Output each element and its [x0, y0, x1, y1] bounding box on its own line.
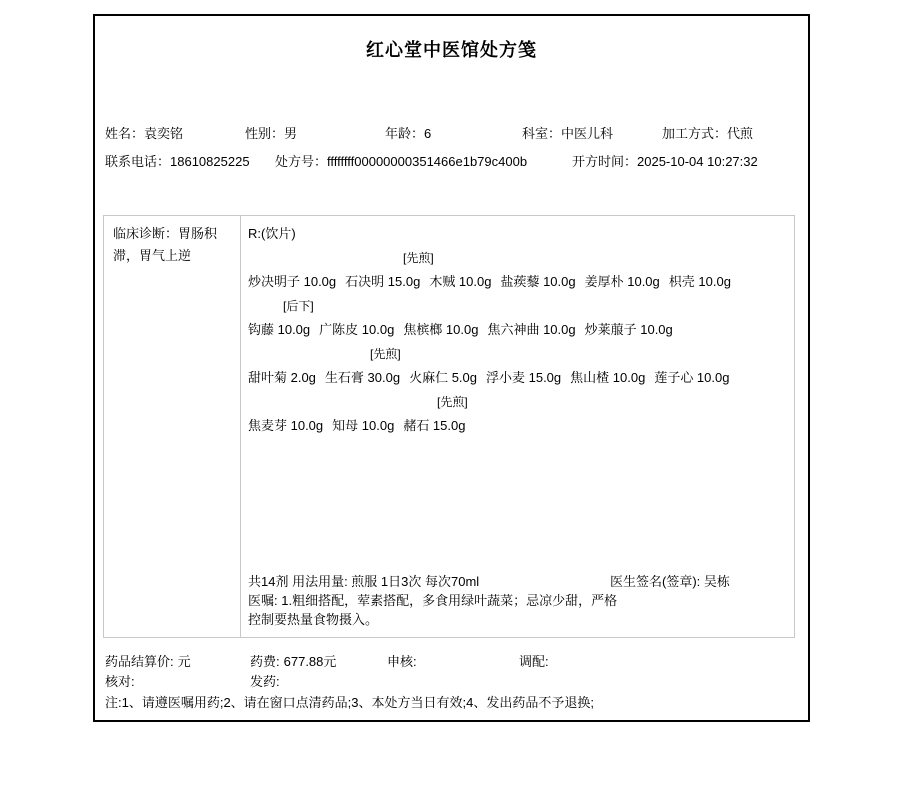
compound-field	[519, 651, 553, 670]
herb-line	[248, 414, 794, 438]
phone-value: 18610825225	[170, 154, 250, 169]
check-field	[105, 671, 139, 690]
herb-item: 焦槟榔 10.0g	[403, 322, 479, 337]
processing-method-value: 代煎	[727, 126, 754, 141]
herb-line	[248, 270, 794, 294]
check-label: 核对:	[105, 674, 135, 689]
decoction-tag: [先煎]	[437, 395, 468, 409]
prescription-time-value: 2025-10-04 10:27:32	[637, 154, 758, 169]
gender-value: 男	[284, 126, 298, 141]
herb-item: 盐蒺藜 10.0g	[500, 274, 576, 289]
prescription-table	[103, 215, 795, 638]
decoction-tag: [先煎]	[403, 251, 434, 265]
fee-field	[250, 651, 336, 670]
herb-item: 焦山楂 10.0g	[570, 370, 646, 385]
review-field	[387, 651, 421, 670]
phone-field	[105, 151, 250, 170]
herb-item: 钩藤 10.0g	[248, 322, 311, 337]
diagnosis-value: 胃肠积滞，胃气上逆	[113, 226, 218, 263]
herb-item: 广陈皮 10.0g	[319, 322, 395, 337]
herb-item: 焦麦芽 10.0g	[248, 418, 324, 433]
phone-label: 联系电话：	[105, 154, 171, 169]
settle-price-field	[105, 651, 191, 670]
herb-item: 焦六神曲 10.0g	[487, 322, 576, 337]
rx-form-header: R:(饮片)	[248, 226, 296, 241]
prescription-number-label: 处方号：	[275, 154, 328, 169]
prescription-number-field	[275, 151, 527, 170]
dispense-label: 发药:	[250, 674, 280, 689]
prescription-form	[93, 14, 810, 722]
herb-line	[248, 366, 794, 390]
prescription-cell	[241, 216, 794, 637]
age-value: 6	[424, 126, 432, 141]
medical-advice: 医嘱: 1.粗细搭配，荤素搭配，多食用绿叶蔬菜；忌凉少甜，严格控制要热量食物摄入。	[248, 593, 618, 627]
herb-item: 甜叶菊 2.0g	[248, 370, 316, 385]
processing-method-field	[662, 123, 753, 142]
rx-groups	[248, 246, 794, 438]
fee-value: 677.88元	[283, 654, 337, 669]
patient-name-field	[105, 123, 183, 142]
herb-item: 木贼 10.0g	[429, 274, 492, 289]
note-text: 注:1、请遵医嘱用药;2、请在窗口点清药品;3、本处方当日有效;4、发出药品不予退换;	[105, 695, 594, 710]
patient-name-value: 袁奕铭	[144, 126, 184, 141]
page-title: 红心堂中医馆处方笺	[366, 40, 537, 60]
age-label: 年龄：	[385, 126, 425, 141]
herb-item: 赭石 15.0g	[403, 418, 466, 433]
herb-item: 石决明 15.0g	[345, 274, 421, 289]
review-label: 申核:	[387, 654, 417, 669]
compound-label: 调配:	[519, 654, 549, 669]
diagnosis-cell	[104, 216, 241, 637]
dispense-field	[250, 671, 284, 690]
herb-item: 炒决明子 10.0g	[248, 274, 337, 289]
herb-line	[248, 318, 794, 342]
prescription-time-field	[572, 151, 758, 170]
herb-item: 莲子心 10.0g	[654, 370, 730, 385]
herb-item: 知母 10.0g	[332, 418, 395, 433]
settle-price-value: 元	[177, 654, 191, 669]
rx-spacer	[248, 438, 794, 572]
department-field	[522, 123, 613, 142]
settle-price-label: 药品结算价:	[105, 654, 174, 669]
decoction-tag: [后下]	[283, 299, 314, 313]
prescription-number-value: ffffffff00000000351466e1b79c400b	[327, 154, 528, 169]
patient-name-label: 姓名：	[105, 126, 145, 141]
diagnosis-text	[113, 223, 225, 267]
rx-summary-row	[248, 572, 794, 591]
department-label: 科室：	[522, 126, 562, 141]
herb-item: 火麻仁 5.0g	[409, 370, 477, 385]
department-value: 中医儿科	[561, 126, 614, 141]
age-field	[385, 123, 431, 142]
diagnosis-label: 临床诊断：	[113, 226, 179, 241]
herb-item: 姜厚朴 10.0g	[584, 274, 660, 289]
gender-label: 性别：	[245, 126, 285, 141]
processing-method-label: 加工方式：	[662, 126, 728, 141]
prescription-time-label: 开方时间：	[572, 154, 638, 169]
doctor-signature: 医生签名(签章): 吴栋	[610, 574, 730, 589]
gender-field	[245, 123, 297, 142]
herb-item: 生石膏 30.0g	[324, 370, 401, 385]
herb-item: 浮小麦 15.0g	[486, 370, 562, 385]
herb-item: 枳壳 10.0g	[668, 274, 731, 289]
decoction-tag: [先煎]	[370, 347, 401, 361]
dose-usage-summary: 共14剂 用法用量: 煎服 1日3次 每次70ml	[248, 574, 480, 589]
herb-item: 炒莱菔子 10.0g	[584, 322, 673, 337]
fee-label: 药费:	[250, 654, 280, 669]
